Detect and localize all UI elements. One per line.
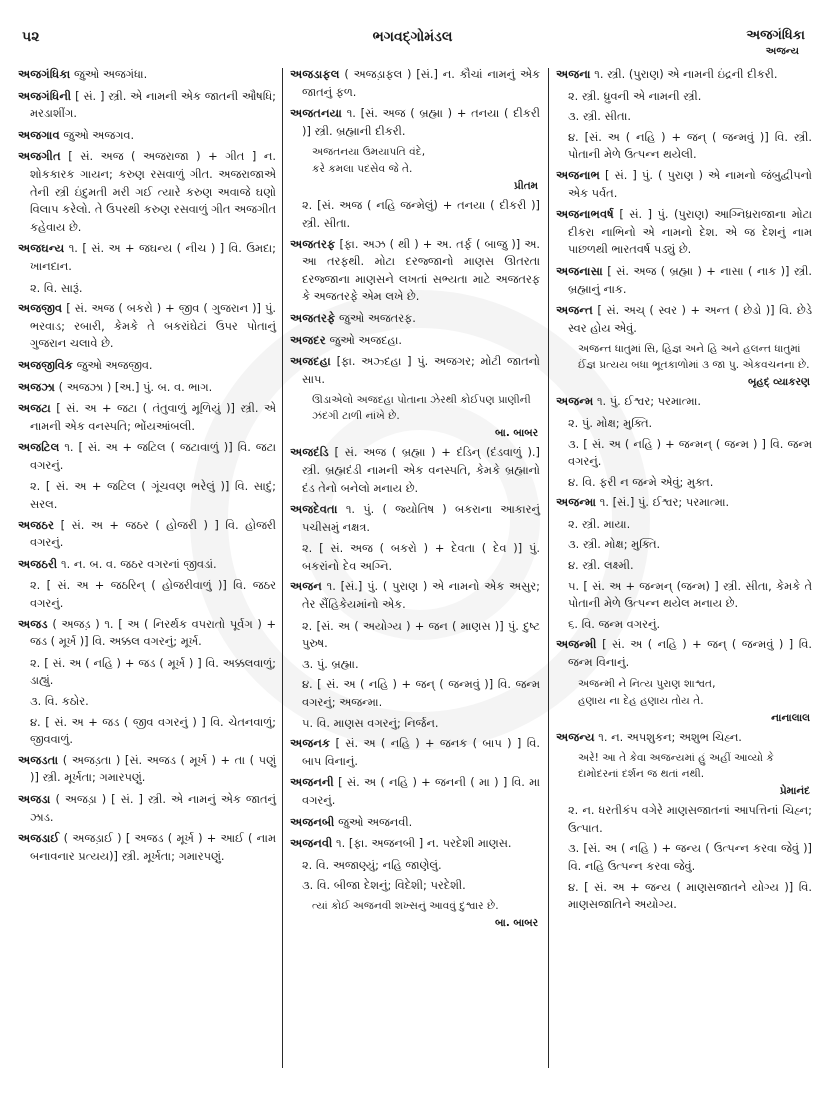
headword: અજડ (18, 616, 48, 631)
guide-word-last: અજન્ય (765, 46, 799, 57)
dictionary-entry (556, 636, 812, 671)
definition: [ સં. અ ( નહિ ) + જનક ( બાપ ) ] વિ. બાપ વિનાનું. (302, 736, 540, 768)
dictionary-entry (556, 393, 812, 411)
headword: અજતરફે (290, 310, 336, 325)
citation-attribution: બા. બાબર (494, 427, 538, 440)
sense: ૨. વિ. સારૂં. (30, 280, 83, 295)
dictionary-entry (556, 302, 812, 337)
headword: અજડાઈ (18, 831, 60, 846)
citation-attribution: બૃહદ્ વ્યાકરણ (748, 376, 810, 389)
dictionary-entry (18, 830, 276, 865)
headword: અજના (556, 67, 591, 81)
sense: ૩. વિ. કઠોર. (30, 694, 89, 708)
headword: અજન્મ (556, 394, 594, 409)
dictionary-entry (290, 774, 540, 809)
headword: અજજીવ (18, 301, 63, 316)
column-3 (556, 66, 812, 1071)
dictionary-entry (290, 105, 540, 140)
dictionary-entry (18, 357, 276, 375)
sense: ૨. [સં. અ ( અયોગ્ય ) + જન ( માણસ )] પું. દુષ્ટ પુરુષ. (302, 618, 540, 651)
dictionary-entry (290, 353, 540, 388)
guide-word-first: અજગંધિકા (746, 28, 805, 43)
headword: અજનાસા (556, 263, 603, 278)
definition: જુઓ અજતરફ. (335, 310, 416, 325)
definition: જુઓ અજદહા. (325, 332, 403, 347)
definition: ૧. પું. ઈશ્વર; પરમાત્મા. (593, 394, 701, 409)
headword: અજગંધિકા (18, 67, 71, 81)
definition: ૧. [સં.] પું. ઈશ્વર; પરમાત્મા. (596, 495, 730, 510)
headword: અજનાભ (556, 167, 600, 182)
sense: ૩. પું. બ્રહ્મા. (302, 656, 359, 671)
sense: ૪. [ સં. અ + જડ ( જીવ વગરનું ) ] વિ. ચેતનવાળું; જીવવાળું. (30, 714, 276, 747)
definition: ૧. [ફા. અજનબી ] ન. પરદેશી માણસ. (332, 836, 512, 851)
dictionary-entry (18, 517, 276, 552)
headword: અજગાવ (18, 127, 60, 142)
definition: [ સં. અજ ( બ્રહ્મા ) + દંડિન્ (દંડવાળું ).] સ્ત્રી. બ્રહ્મદંડી નામની એક વનસ્પતિ, કેમકે બ્રહ્માનો દંડ તેનો બનેલો મનાય છે. (302, 445, 540, 495)
headword: અજતરફ (290, 236, 336, 251)
definition: ૧. સ્ત્રી. (પુરાણ) એ નામની ઇંદ્રની દીકરી. (590, 67, 778, 81)
page-number: ૫૨ (22, 29, 40, 45)
citation-quote: ત્યાં કોઈ અજનવી શખ્સનું આવવું દુશ્વાર છે. (312, 899, 499, 912)
headword: અજદહા (290, 354, 331, 369)
dictionary-entry (556, 167, 812, 202)
dictionary-entry (556, 729, 812, 747)
sense: ૩. સ્ત્રી. સીતા. (568, 109, 631, 124)
headword: અજનાભવર્ષ (556, 207, 614, 222)
definition: જુઓ અજનવી. (334, 814, 413, 829)
definition: [ સં. અજ ( બકરો ) + જીવ ( ગુજરાન )] પું. ભરવાડ; રબારી, કેમકે તે બકરાંઘેટાં ઉપર પોતાનું ગુજરાન ચલાવે છે. (30, 301, 276, 351)
citation-quote: અજન્ત ધાતુમાં સિ, હિજ્ઞ અને હિ અને હલન્ત ધાતુમાં ઈંજ્ઞ પ્રત્યય બધા ભૂતકાળોમાં ૩ જા પુ. એકવચનના છે. (578, 343, 810, 372)
headword: અજડાફલ (290, 67, 340, 81)
dictionary-entry (18, 88, 276, 123)
headword: અજટિલ (18, 440, 60, 455)
dictionary-entry (290, 444, 540, 497)
definition: [ સં. અચ્ ( સ્વર ) + અન્ત ( છેડો )] વિ. છેડે સ્વર હોય એવું. (568, 303, 812, 335)
dictionary-entry (290, 814, 540, 832)
sense: ૨. [સં. અજ ( નહિ જન્મેલું) + તનયા ( દીકરી )] સ્ત્રી. સીતા. (302, 198, 540, 230)
definition: ( અજડ઼ ) ૧. [ અ ( નિરર્થક વપરાતો પૂર્વગ ) + જડ ( મૂર્ખ )] વિ. અક્કલ વગરનું; મૂર્ખ. (30, 616, 276, 649)
sense: ૨. [ સં. અ + જટિલ ( ગૂંચવણ ભરેલું )] વિ. સાદું; સરલ. (30, 479, 276, 512)
definition: ( અજડ઼ાઈ ) [ અજડ ( મૂર્ખ ) + આઈ ( નામ બનાવનાર પ્રત્યય)] સ્ત્રી. મૂર્ખતા; ગમારપણું. (30, 831, 276, 863)
definition: જુઓ અજગંધા. (70, 67, 148, 81)
dictionary-entry (18, 127, 276, 145)
headword: અજનક (290, 736, 331, 751)
dictionary-entry (290, 310, 540, 328)
sense: ૩. સ્ત્રી. મોક્ષ; મુક્તિ. (568, 537, 661, 552)
dictionary-entry (290, 501, 540, 536)
headword: અજડતા (18, 752, 59, 767)
headword: અજઠર (18, 517, 55, 532)
sense: ૨. [ સં. અ + જઠરિન્ ( હોજરીવાળું )] વિ. જઠર વગરનું. (30, 578, 276, 611)
dictionary-entry (290, 66, 540, 101)
sense: ૪. [ સં. અ ( નહિ ) + જન્ ( જન્મવું )] વિ. જન્મ વગરનું; અજન્મા. (302, 677, 540, 710)
definition: [ફા. અઝ ( થી ) + અ. તર્ફ ( બાજુ )] અ. આ તરફથી. મોટા દરજ્જાનો માણસ ઊતરતા દરજ્જાના માણસને લખતાં સભ્યતા માટે અજતરફ કે અજતરફે એમ લખે છે. (302, 236, 540, 304)
dictionary-entry (290, 332, 540, 350)
sense: ૫. વિ. માણસ વગરનું; નિર્જન. (302, 715, 439, 730)
citation-quote: ઊડાએલો અજદહા પોતાના ઝેરથી કોઈપણ પ્રાણીની ઝંદગી ટાળી નાંખે છે. (312, 394, 531, 423)
definition: [ સં. ] પું. (પુરાણ) આગ્નિધ્રરાજાના મોટા દીકરા નાભિનો એ નામનો દેશ. એ જ દેશનું નામ પાછળથી ભારતવર્ષ પડ્યું છે. (568, 207, 812, 257)
definition: [ સં. અજ ( અજરાજા ) + ગીત ] ન. શોકકારક ગાયન; કરુણ રસવાળું ગીત. અજરાજાએ તેની સ્ત્રી ઇંદુમતી મરી ગઈ ત્યારે કરુણ અવાજે ઘણો વિલાપ કરેલો. તે ઉપરથી કરુણ રસવાળું ગીત અજગીત કહેવાય છે. (30, 149, 276, 234)
page-header (0, 0, 825, 60)
definition: ૧. [સં.] પું. ( પુરાણ ) એ નામનો એક અસુર; તેર સૈંહિકેયમાંનો એક. (302, 579, 540, 612)
running-title: ભગવદ્ગોમંડલ (372, 29, 453, 45)
citation-attribution: પ્રીતમ (514, 180, 538, 193)
headword: અજન (290, 579, 322, 594)
dictionary-entry (290, 835, 540, 853)
sense: ૨. વિ. અજાણ્યું; નહિ જાણેલું. (302, 857, 442, 872)
definition: ( અજડ઼ાફલ ) [સં.] ન. કૌચાં નામનું એક જાતનું ફળ. (302, 67, 540, 99)
definition: ૧. [સં. અજ ( બ્રહ્મા ) + તનયા ( દીકરી )] સ્ત્રી. બ્રહ્માની દીકરી. (302, 106, 540, 138)
definition: ( અજડ઼તા ) [સં. અજડ ( મૂર્ખ ) + તા ( પણું )] સ્ત્રી. મૂર્ખતા; ગમારપણું. (30, 752, 276, 785)
citation-quote: હણાય ના દેહ હણાય તોય તે. (578, 694, 704, 707)
headword: અજઝા (18, 379, 56, 394)
dictionary-entry (18, 379, 276, 397)
headword: અજન્ય (556, 729, 595, 744)
dictionary-entry (18, 616, 276, 651)
definition: ૧. ન. અપશુકન; અશુભ ચિહ્ન. (594, 729, 742, 744)
dictionary-entry (556, 263, 812, 298)
sense: ૩. [ સં. અ ( નહિ ) + જન્મન્ ( જન્મ ) ] વિ. જન્મ વગરનું. (568, 436, 812, 469)
sense: ૨. સ્ત્રી. ધ્રુવની એ નામની સ્ત્રી. (568, 88, 702, 103)
dictionary-entry (556, 206, 812, 259)
headword: અજનવી (290, 836, 333, 851)
dictionary-entry (18, 300, 276, 353)
sense: ૨. પું. મોક્ષ; મુક્તિ. (568, 415, 653, 430)
dictionary-entry (18, 66, 276, 84)
dictionary-entry (18, 240, 276, 275)
headword: અજડા (18, 791, 51, 806)
sense: ૪. વિ. ફરી ન જન્મે એવું; મુક્ત. (568, 474, 714, 489)
sense: ૫. [ સં. અ + જન્મન્ (જન્મ) ] સ્ત્રી. સીતા, કેમકે તે પોતાની મેળે ઉત્પન્ન થયેલ મનાય છે. (568, 578, 812, 611)
dictionary-entry (18, 400, 276, 435)
citation-attribution: પ્રેમાનંદ (779, 785, 810, 798)
headword: અજગીત (18, 149, 61, 164)
headword: અજદર (290, 332, 326, 347)
dictionary-entry (290, 735, 540, 770)
citation-quote: અજતનયા ઉમયાપતિ વંદે, (312, 146, 426, 159)
headword: અજન્મી (556, 637, 597, 652)
definition: જુઓ અજજીવ. (73, 357, 153, 372)
headword: અજદંડિ (290, 445, 329, 460)
definition: ૧. પું. ( જ્યોતિષ ) બકરાના આકારનું પચીસમું નક્ષત્ર. (302, 502, 540, 534)
headword: અજતનયા (290, 106, 342, 121)
dictionary-entry (18, 148, 276, 236)
definition: [ સં. અ ( નહિ ) + જન્ ( જન્મવું ) ] વિ. જન્મ વિનાનું. (568, 637, 812, 670)
definition: જુઓ અજગવ. (59, 127, 135, 142)
headword: અજન્મા (556, 495, 597, 510)
headword: અજઘન્ય (18, 241, 65, 256)
definition: [ સં. અ + જઠર ( હોજરી ) ] વિ. હોજરી વગરનું. (30, 517, 276, 550)
dictionary-entry (290, 236, 540, 306)
citation-attribution: નાનાલાલ (771, 711, 810, 724)
sense: ૪. સ્ત્રી. લક્ષ્મી. (568, 558, 634, 573)
column-divider-2 (548, 68, 549, 1068)
dictionary-entry (18, 556, 276, 574)
sense: ૨. [ સં. અજ ( બકરો ) + દેવતા ( દેવ )] પું. બકરાંનો દેવ અગ્નિ. (302, 541, 540, 573)
citation-quote: અજન્મી ને નિત્ય પુરાણ શાશ્વત, (578, 677, 716, 690)
dictionary-entry (556, 494, 812, 512)
headword: અજનની (290, 775, 334, 790)
citation-attribution: બા. બાબર (494, 916, 538, 929)
sense: ૨. સ્ત્રી. માયા. (568, 516, 631, 531)
headword: અજદેવતા (290, 502, 338, 517)
definition: ( અજઝા ) [અ.] પું. બ. વ. ભાગ. (55, 379, 213, 394)
sense: ૬. વિ. જન્મ વગરનું. (568, 616, 661, 631)
dictionary-entry (18, 752, 276, 787)
definition: [ સં. ] સ્ત્રી. એ નામની એક જાતની ઔષધિ; મરડાશીંગ. (30, 88, 276, 121)
headword: અજગંધિની (18, 88, 72, 103)
column-1 (18, 66, 276, 1071)
definition: ( અજડ઼ા ) [ સં. ] સ્ત્રી. એ નામનું એક જાતનું ઝાડ. (30, 791, 276, 824)
sense: ૩. [સં. અ ( નહિ ) + જન્ય ( ઉત્પન્ન કરવા જેવું )] વિ. નહિ ઉત્પન્ન કરવા જેવું. (568, 841, 812, 873)
headword: અજટા (18, 401, 51, 416)
dictionary-entry (556, 66, 812, 84)
sense: ૪. [સં. અ ( નહિ ) + જન્ ( જન્મવું )] વિ. સ્ત્રી. પોતાની મેળે ઉત્પન્ન થયેલી. (568, 129, 812, 162)
dictionary-entry (290, 578, 540, 613)
headword: અજનબી (290, 814, 335, 829)
definition: ૧. [ સં. અ + જટિલ ( જટાવાળું )] વિ. જટા વગરનું. (30, 440, 276, 472)
citation-quote: અરે! આ તે કેવા અજન્યમાં હું અહીં આવ્યો કે દામોદરનાં દર્શન જ થતાં નથી. (578, 752, 774, 781)
definition: [ સં. અ ( નહિ ) + જનની ( મા ) ] વિ. મા વગરનું. (302, 775, 540, 807)
citation-quote: કરે કમલા પદસેવ જે તે. (312, 163, 413, 176)
headword: અજઠરી (18, 556, 58, 571)
dictionary-entry (18, 439, 276, 474)
definition: [ફા. અઝ્દહા ] પું. અજગર; મોટી જાતનો સાપ. (302, 354, 540, 386)
definition: [ સં. અ + જટા ( તંતુવાળું મૂળિયું )] સ્ત્રી. એ નામની એક વનસ્પતિ; ભોંયઆંબલી. (30, 401, 276, 433)
sense: ૨. [ સં. અ ( નહિ ) + જડ ( મૂર્ખ ) ] વિ. અક્કલવાળું; ડાહ્યું. (30, 655, 276, 688)
column-divider-1 (282, 68, 283, 1068)
dictionary-columns (18, 66, 813, 1086)
headword: અજન્ત (556, 303, 593, 318)
dictionary-entry (18, 791, 276, 826)
sense: ૪. [ સં. અ + જન્ય ( માણસજાતને યોગ્ય )] વિ. માણસજાતિને અયોગ્ય. (568, 879, 812, 912)
column-2 (290, 66, 540, 1071)
definition: [ સં. ] પું. ( પુરાણ ) એ નામનો જંબુદ્વીપનો એક પર્વત. (568, 167, 812, 200)
sense: ૩. વિ. બીજા દેશનું; વિદેશી; પરદેશી. (302, 878, 466, 893)
headword: અજજીવિક (18, 357, 74, 372)
definition: ૧. ન. બ. વ. જઠર વગરનાં જીવડાં. (57, 556, 217, 571)
definition: [ સં. અજ ( બ્રહ્મા ) + નાસા ( નાક )] સ્ત્રી. બ્રહ્માનું નાક. (568, 263, 812, 296)
sense: ૨. ન. ધરતીકંપ વગેરે માણસજાતનાં આપત્તિનાં ચિહ્ન; ઉત્પાત. (568, 803, 812, 835)
definition: ૧. [ સં. અ + જઘન્ય ( નીચ ) ] વિ. ઉમદા; ખાનદાન. (30, 241, 276, 273)
